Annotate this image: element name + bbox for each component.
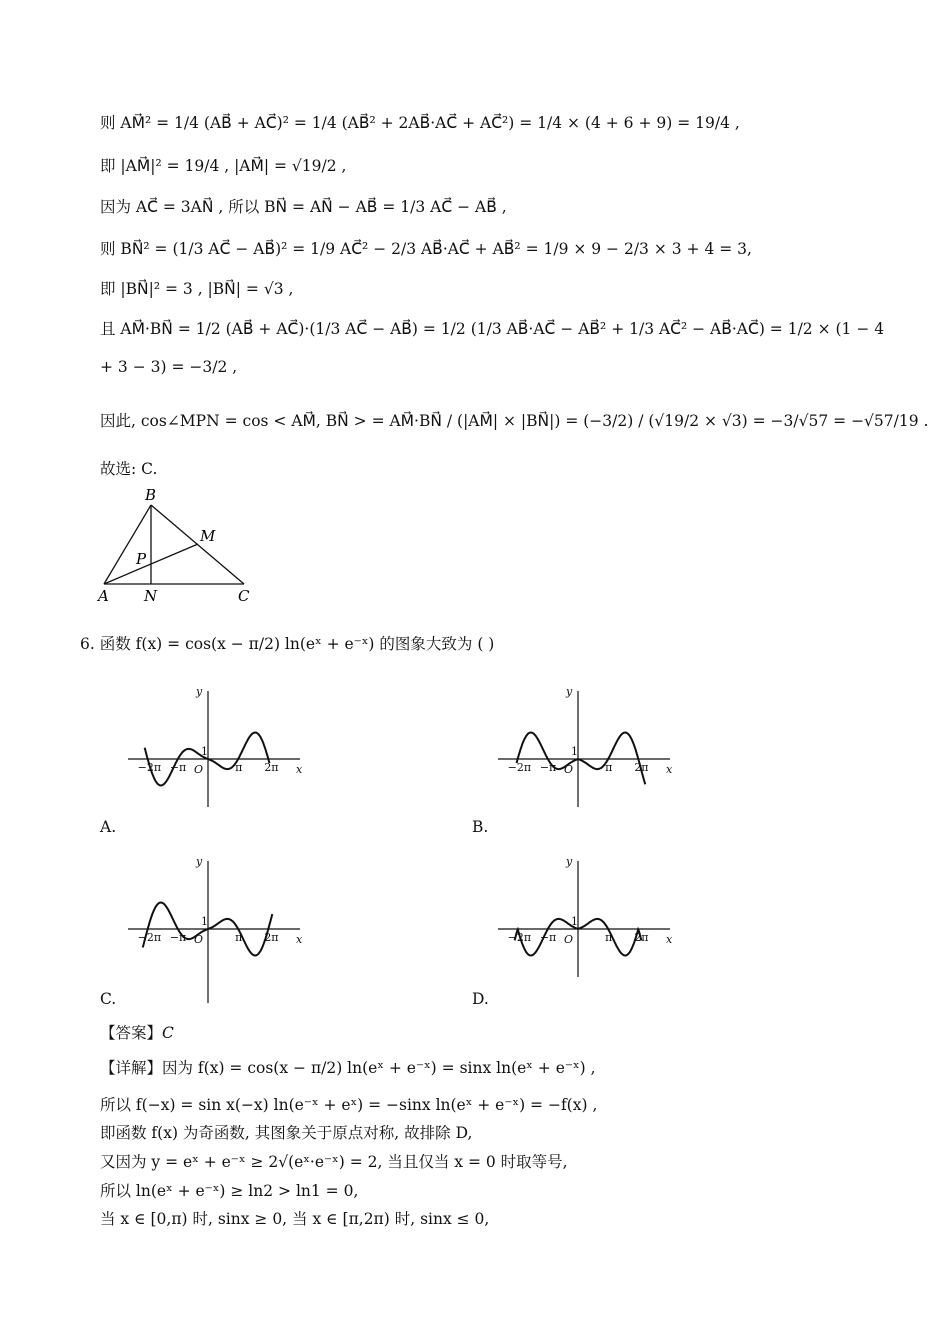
- graph-option-b: [490, 683, 680, 813]
- graph-option-d: [490, 853, 680, 983]
- question-number: 6.: [80, 635, 95, 653]
- origin-label: O: [564, 763, 574, 776]
- tick-label-one: 1: [571, 745, 578, 758]
- label-n: N: [144, 587, 158, 605]
- axes: [128, 691, 300, 807]
- tick-label-neg2pi: −2π: [137, 761, 162, 774]
- segment-ab: [104, 505, 151, 584]
- solution-line: 且 AM⃗·BN⃗ = 1/2 (AB⃗ + AC⃗)·(1/3 AC⃗ − AB⃗) = 1/2 (1/3 AB⃗·AC⃗ − AB⃗² + 1/3 AC⃗² − AB⃗·AC⃗) = 1/2 × (1 − 4: [100, 320, 885, 338]
- tick-label-negpi: −π: [169, 931, 187, 944]
- origin-label: O: [564, 933, 574, 946]
- solution-line: + 3 − 3) = −3/2 ,: [100, 358, 238, 376]
- origin-label: O: [194, 763, 204, 776]
- x-axis-label: x: [296, 763, 303, 776]
- explanation-line: 即函数 f(x) 为奇函数, 其图象关于原点对称, 故排除 D,: [100, 1124, 473, 1142]
- tick-label-one: 1: [571, 915, 578, 928]
- tick-label-2pi: 2π: [264, 761, 279, 774]
- tick-label-2pi: 2π: [264, 931, 279, 944]
- option-d-label: D.: [472, 990, 489, 1008]
- y-axis-label: y: [566, 685, 573, 698]
- label-p: P: [136, 550, 147, 568]
- tick-label-neg2pi: −2π: [507, 931, 532, 944]
- tick-label-pi: π: [235, 931, 243, 944]
- explanation-line: 当 x ∈ [0,π) 时, sinx ≥ 0, 当 x ∈ [π,2π) 时, sinx ≤ 0,: [100, 1210, 490, 1228]
- graph-option-c: [120, 853, 310, 1008]
- x-axis-label: x: [666, 933, 673, 946]
- label-a: A: [98, 587, 109, 605]
- option-a-label: A.: [100, 818, 117, 836]
- answer-label: 【答案】: [100, 1024, 163, 1042]
- y-axis-label: y: [566, 855, 573, 868]
- tick-label-negpi: −π: [539, 931, 557, 944]
- triangle-figure: [90, 485, 270, 610]
- solution-line: 因为 AC⃗ = 3AN⃗ , 所以 BN⃗ = AN⃗ − AB⃗ = 1/3 AC⃗ − AB⃗ ,: [100, 198, 507, 216]
- explanation-line: 又因为 y = eˣ + e⁻ˣ ≥ 2√(eˣ·e⁻ˣ) = 2, 当且仅当 x = 0 时取等号,: [100, 1153, 568, 1171]
- solution-line: 故选: C.: [100, 460, 158, 478]
- tick-label-one: 1: [201, 915, 208, 928]
- explanation-line: 【详解】因为 f(x) = cos(x − π/2) ln(eˣ + e⁻ˣ) = sinx ln(eˣ + e⁻ˣ) ,: [100, 1059, 596, 1077]
- solution-line: 则 BN⃗² = (1/3 AC⃗ − AB⃗)² = 1/9 AC⃗² − 2/3 AB⃗·AC⃗ + AB⃗² = 1/9 × 9 − 2/3 × 3 + 4 = 3,: [100, 240, 752, 258]
- option-b-label: B.: [472, 818, 489, 836]
- tick-label-pi: π: [235, 761, 243, 774]
- y-axis-label: y: [196, 855, 203, 868]
- tick-label-negpi: −π: [539, 761, 557, 774]
- solution-line: 因此, cos∠MPN = cos < AM⃗, BN⃗ > = AM⃗·BN⃗ / (|AM⃗| × |BN⃗|) = (−3/2) / (√19/2 × √3) = −3/√57 = −√57/19 .: [100, 412, 929, 430]
- answer-value: C: [162, 1024, 174, 1042]
- tick-label-2pi: 2π: [634, 931, 649, 944]
- tick-label-neg2pi: −2π: [507, 761, 532, 774]
- explanation-line: 所以 f(−x) = sin x(−x) ln(e⁻ˣ + eˣ) = −sinx ln(eˣ + e⁻ˣ) = −f(x) ,: [100, 1096, 598, 1114]
- label-m: M: [200, 527, 216, 545]
- tick-label-pi: π: [605, 931, 613, 944]
- x-axis-label: x: [666, 763, 673, 776]
- tick-label-negpi: −π: [169, 761, 187, 774]
- question-6: [80, 632, 494, 654]
- axes: [498, 691, 670, 807]
- solution-line: 即 |BN⃗|² = 3 , |BN⃗| = √3 ,: [100, 280, 294, 298]
- solution-line: 即 |AM⃗|² = 19/4 , |AM⃗| = √19/2 ,: [100, 157, 347, 175]
- axes: [498, 861, 670, 977]
- option-c-label: C.: [100, 990, 117, 1008]
- tick-label-pi: π: [605, 761, 613, 774]
- graph-option-a: [120, 683, 310, 813]
- label-c: C: [238, 587, 250, 605]
- explanation-line: 所以 ln(eˣ + e⁻ˣ) ≥ ln2 > ln1 = 0,: [100, 1182, 359, 1200]
- tick-label-one: 1: [201, 745, 208, 758]
- x-axis-label: x: [296, 933, 303, 946]
- answer: [100, 1022, 174, 1044]
- question-text: 函数 f(x) = cos(x − π/2) ln(eˣ + e⁻ˣ) 的图象大致为 ( ): [99, 635, 495, 653]
- y-axis-label: y: [196, 685, 203, 698]
- tick-label-2pi: 2π: [634, 761, 649, 774]
- tick-label-neg2pi: −2π: [137, 931, 162, 944]
- label-b: B: [145, 486, 157, 504]
- origin-label: O: [194, 933, 204, 946]
- solution-line: 则 AM⃗² = 1/4 (AB⃗ + AC⃗)² = 1/4 (AB⃗² + 2AB⃗·AC⃗ + AC⃗²) = 1/4 × (4 + 6 + 9) = 19/4 ,: [100, 114, 740, 132]
